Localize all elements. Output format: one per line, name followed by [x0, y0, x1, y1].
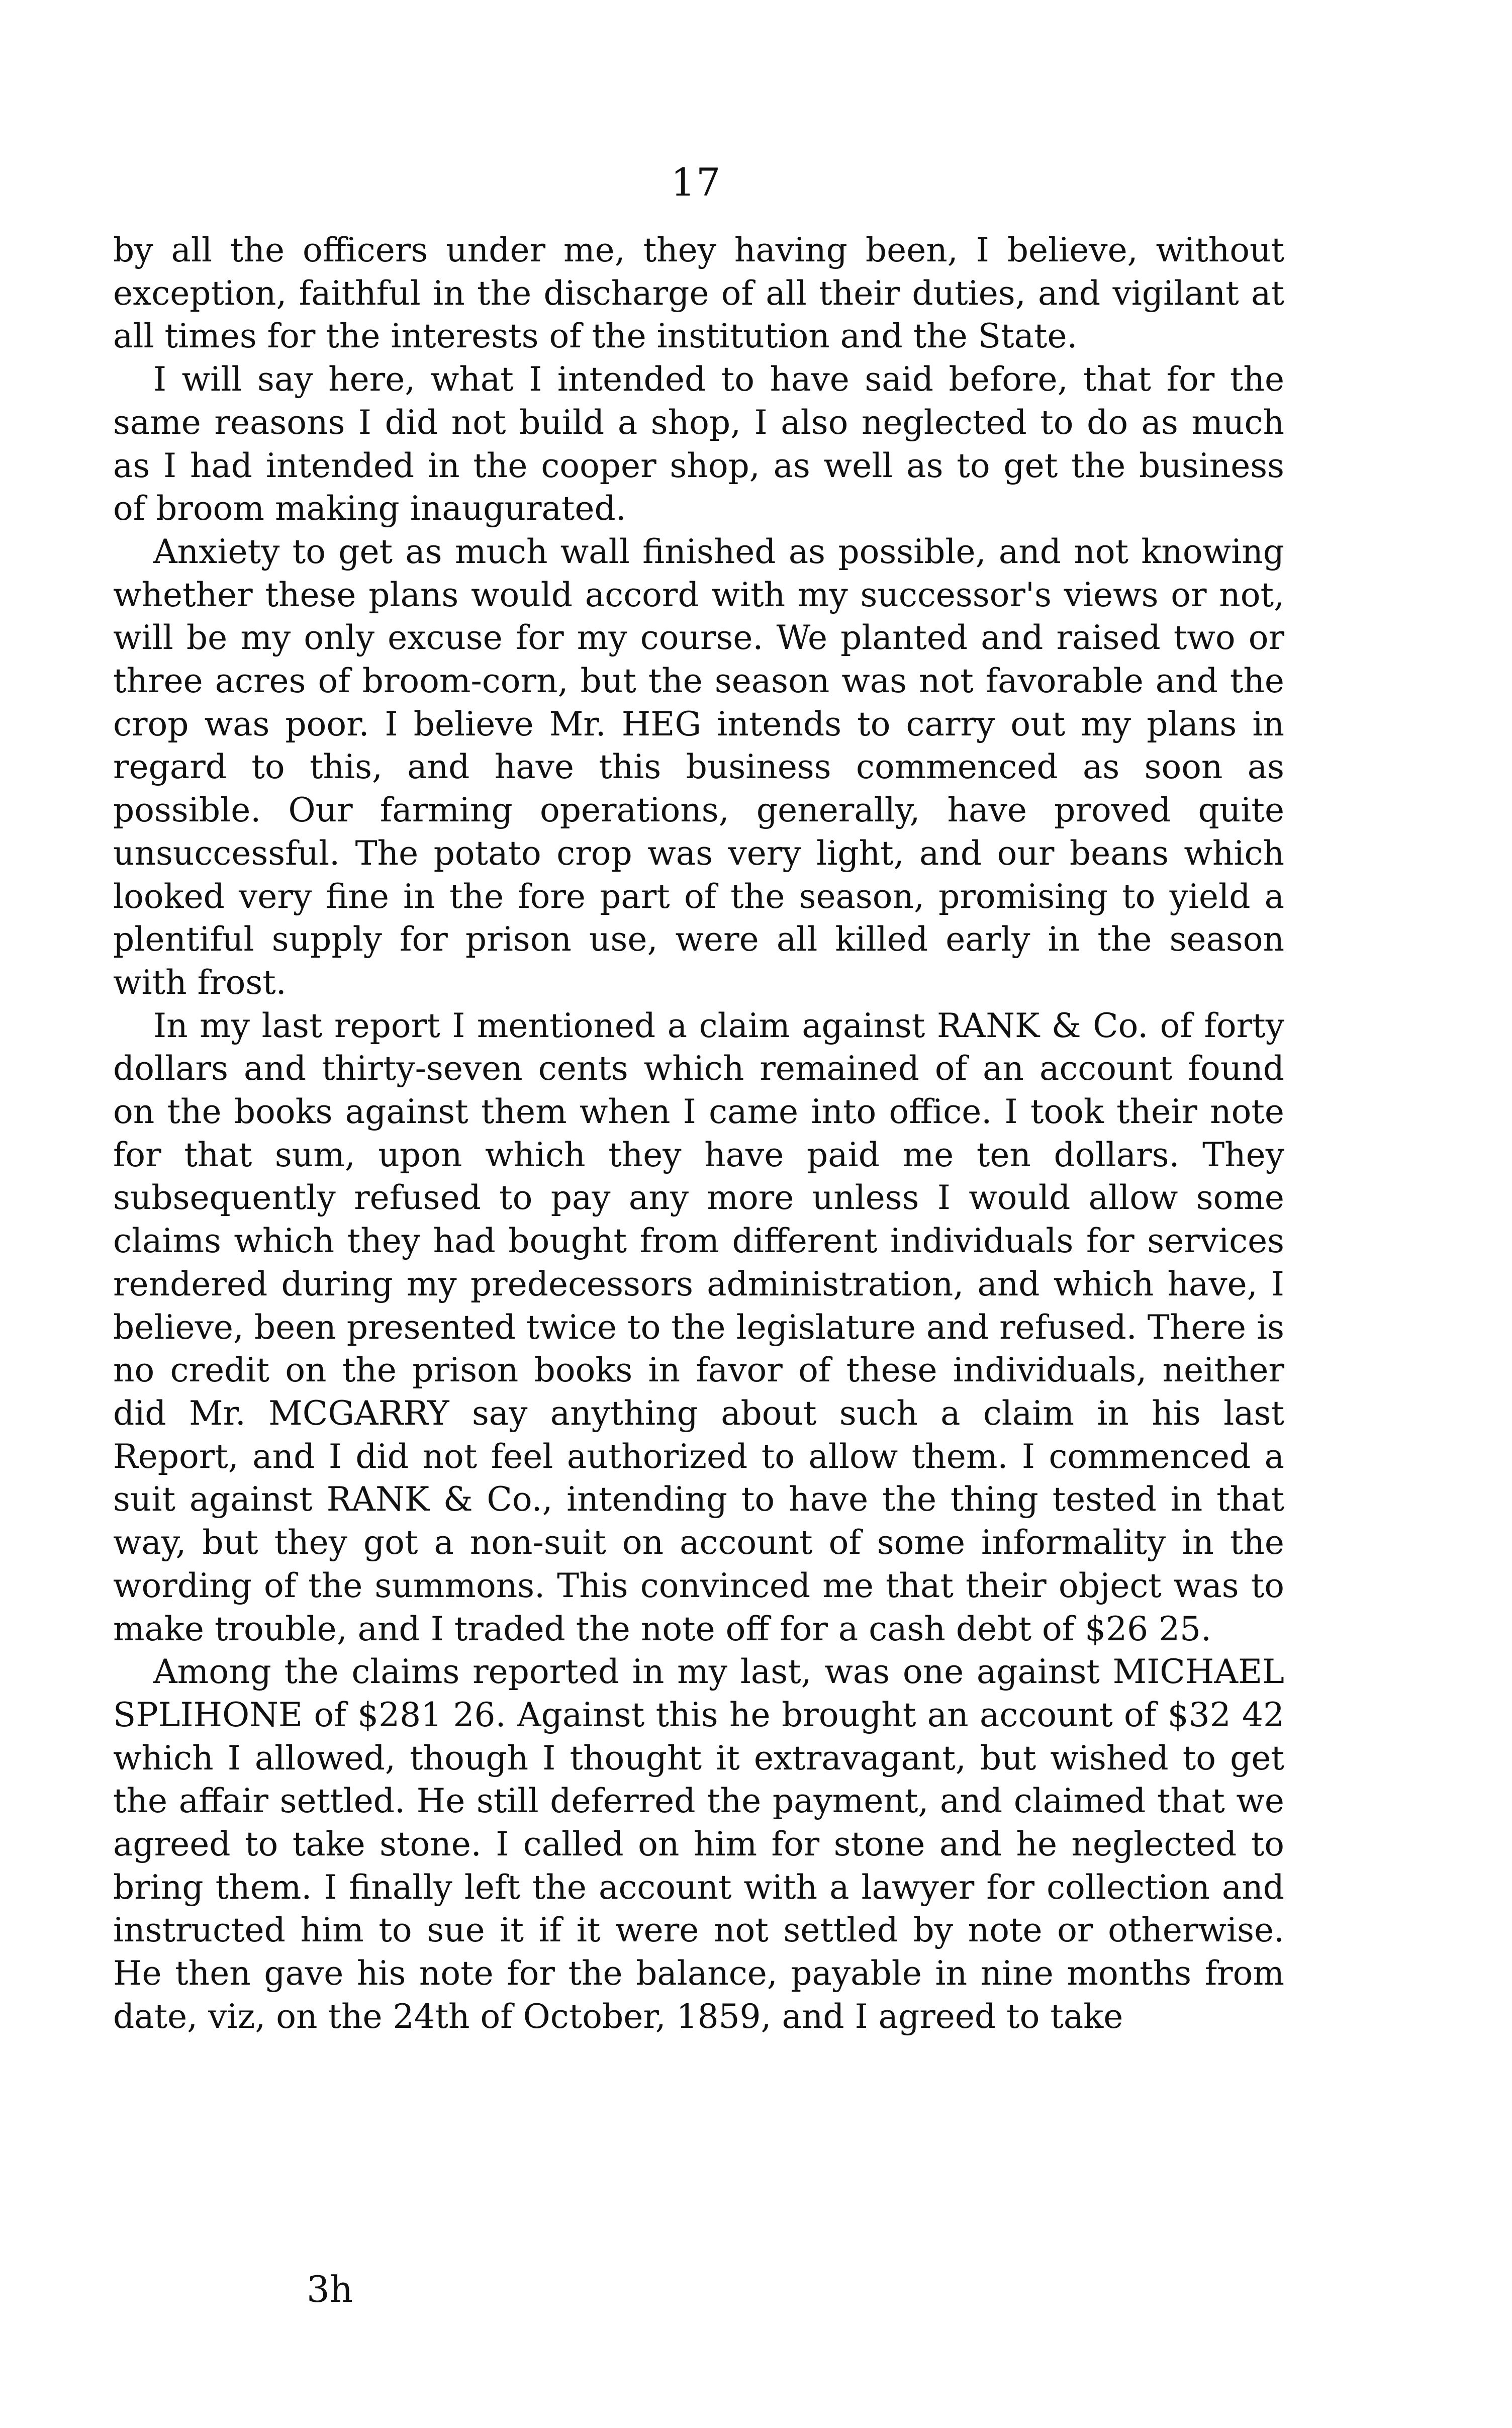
paragraph: by all the officers under me, they having been, I believe, without exception, faithful in the discharge of all their duties, and vigilant at all times for the interests of the institution and the State.: [113, 231, 1284, 356]
signature-mark: 3h: [307, 2268, 353, 2310]
paragraph: I will say here, what I intended to have said before, that for the same reasons I did not build a shop, I also neglected to do as much as I had intended in the cooper shop, as well as to get the business of broom making inaugurated.: [113, 360, 1284, 528]
body-text: [113, 229, 1284, 2038]
paragraph: Anxiety to get as much wall finished as possible, and not knowing whether these plans would accord with my successor's views or not, will be my only excuse for my course. We planted and raised two or three acres of broom-corn, but the season was not favorable and the crop was poor. I believe Mr. HEG intends to carry out my plans in regard to this, and have this business commenced as soon as possible. Our farming operations, generally, have proved quite unsuccessful. The potato crop was very light, and our beans which looked very fine in the fore part of the season, promising to yield a plentiful supply for prison use, were all killed early in the season with frost.: [113, 532, 1284, 1002]
page-number: 17: [671, 160, 722, 205]
paragraph: In my last report I mentioned a claim against RANK & Co. of forty dollars and thirty-seven cents which remained of an account found on the books against them when I came into office. I took their note for that sum, upon which they have paid me ten dollars. They subsequently refused to pay any more unless I would allow some claims which they had bought from different individuals for services rendered during my predecessors administration, and which have, I believe, been presented twice to the legislature and refused. There is no credit on the prison books in favor of these individuals, neither did Mr. MCGARRY say anything about such a claim in his last Report, and I did not feel authorized to allow them. I commenced a suit against RANK & Co., intending to have the thing tested in that way, but they got a non-suit on account of some informality in the wording of the summons. This convinced me that their object was to make trouble, and I traded the note off for a cash debt of $26 25.: [113, 1006, 1284, 1648]
paragraph: Among the claims reported in my last, was one against MICHAEL SPLIHONE of $281 26. Against this he brought an account of $32 42 which I allowed, though I thought it extravagant, but wished to get the affair settled. He still deferred the payment, and claimed that we agreed to take stone. I called on him for stone and he neglected to bring them. I finally left the account with a lawyer for collection and instructed him to sue it if it were not settled by note or otherwise. He then gave his note for the balance, payable in nine months from date, viz, on the 24th of October, 1859, and I agreed to take: [113, 1652, 1284, 2036]
